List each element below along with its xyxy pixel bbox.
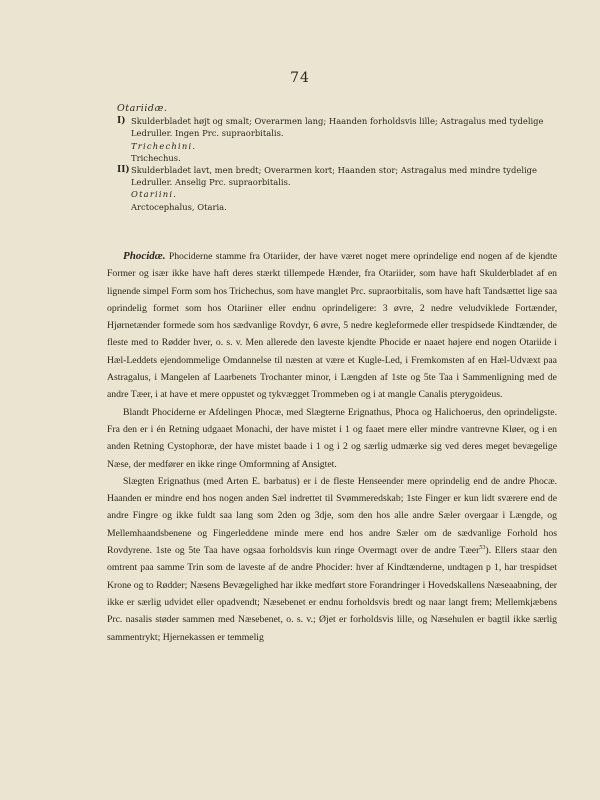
item-description: Skulderbladet lavt, men bredt; Overarmen kort; Haanden stor; Astragalus med mindre tydelige Ledruller. Anselig Prc. supraorbitalis. [131,165,537,188]
paragraph [107,404,557,473]
classification-block [117,103,557,213]
paragraph-text: Phociderne stamme fra Otariider, der have været noget mere oprindelige end nogen af de kjendte Former og især ikke have haft deres stærkt tillempede Hænder, fra Otariider, som have haft Skulderbladet af en lignende simpel Form som hos Trichechus, som have manglet Prc. supraorbitalis, som have haft Tandsættet lige saa oprindelig formet som hos Otariiner eller endnu oprindeligere: 3 øvre, 2 nedre veludviklede Fortænder, Hjørnetænder formede som hos sædvanlige Rovdyr, 6 øvre, 5 nedre kegleformede eller trespidsede Kindtænder, de fleste med to Rødder hver, o. s. v. Men allerede den laveste kjendte Phocide er naaet højere end nogen Otariide i Hæl-Leddets ejendommelige Omdannelse til næsten at være et Kugle-Led, i Fremkomsten af en Hæl-Udvæxt paa Astragalus, i Mangelen af Laarbenets Trochanter minor, i Længden af 1ste og 5te Taa i Sammenligning med de andre Tæer, i at have et mere oppustet og tykvægget Trommeben og i at mangle Canalis pterygoideus. [107,251,557,401]
footnote-marker: 53 [479,544,486,551]
body-text [107,248,557,646]
item-mark: II) [117,165,130,176]
paragraph [107,248,557,404]
section-heading: Phocidæ. [123,250,166,262]
item-mark: I) [117,116,126,127]
subgroup-name: Otariini. [131,189,178,200]
paragraph-text: Blandt Phociderne er Afdelingen Phocæ, med Slægterne Erignathus, Phoca og Halichoerus, den oprindeligste. Fra den er i én Retning udgaaet Monachi, der have mistet i 1 og faaet mere eller mindre vantrevne Kløer, og i en anden Retning Cystophoræ, der have mistet baade i 1 og i 2 og særlig udmærke sig ved deres meget bevægelige Næse, der medfører en ikke ringe Omformning af Ansigtet. [107,406,557,470]
item-description: Skulderbladet højt og smalt; Overarmen lang; Haanden forholdsvis lille; Astragalus med tydelige Ledruller. Ingen Prc. supraorbitalis. [131,116,544,139]
subgroup-name: Trichechini. [131,140,197,151]
paragraph-text: Slægten Erignathus (med Arten E. barbatus) er i de fleste Henseender mere oprindelig end de andre Phocæ. Haanden er mindre end hos nogen anden Sæl indrettet til Svømmeredskab; 1ste Finger er kun lidt sværere end de andre Fingre og ikke fuldt saa lang som 2den og 3dje, som den hos alle andre Sæler overgaar i Længde, og Mellemhaandsbenene og Fingerleddene minde mere end hos andre Sæler om de sædvanlige Forhold hos Rovdyrene. 1ste og 5te Taa have ogsaa forholdsvis kun ringe Overmagt over de andre Tæer [107,475,557,557]
classification-item [117,115,557,139]
family-heading: Otariidæ. [117,103,168,114]
paragraph-text: ). Ellers staar den omtrent paa samme Trin som de laveste af de andre Phocider: hver af Kindtænderne, undtagen p 1, har trespidset Krone og to Rødder; Næsens Bevægelighed har ikke medført store Forandringer i Hovedskallens Næseaabning, der ikke er særlig udvidet eller opadvendt; Næsebenet er endnu forholdsvis bredt og naar langt frem; Mellemkjæbens Prc. nasalis støder sammen med Næsebenet, o. s. v.; Øjet er forholdsvis lille, og Næsehulen er bagtil ikke særlig sammentrykt; Hjernekassen er temmelig [107,545,557,643]
genera-list: Arctocephalus, Otaria. [131,201,227,212]
classification-item [117,164,557,188]
genera-list: Trichechus. [131,152,181,163]
page-number: 74 [290,70,310,86]
paragraph [107,473,557,646]
